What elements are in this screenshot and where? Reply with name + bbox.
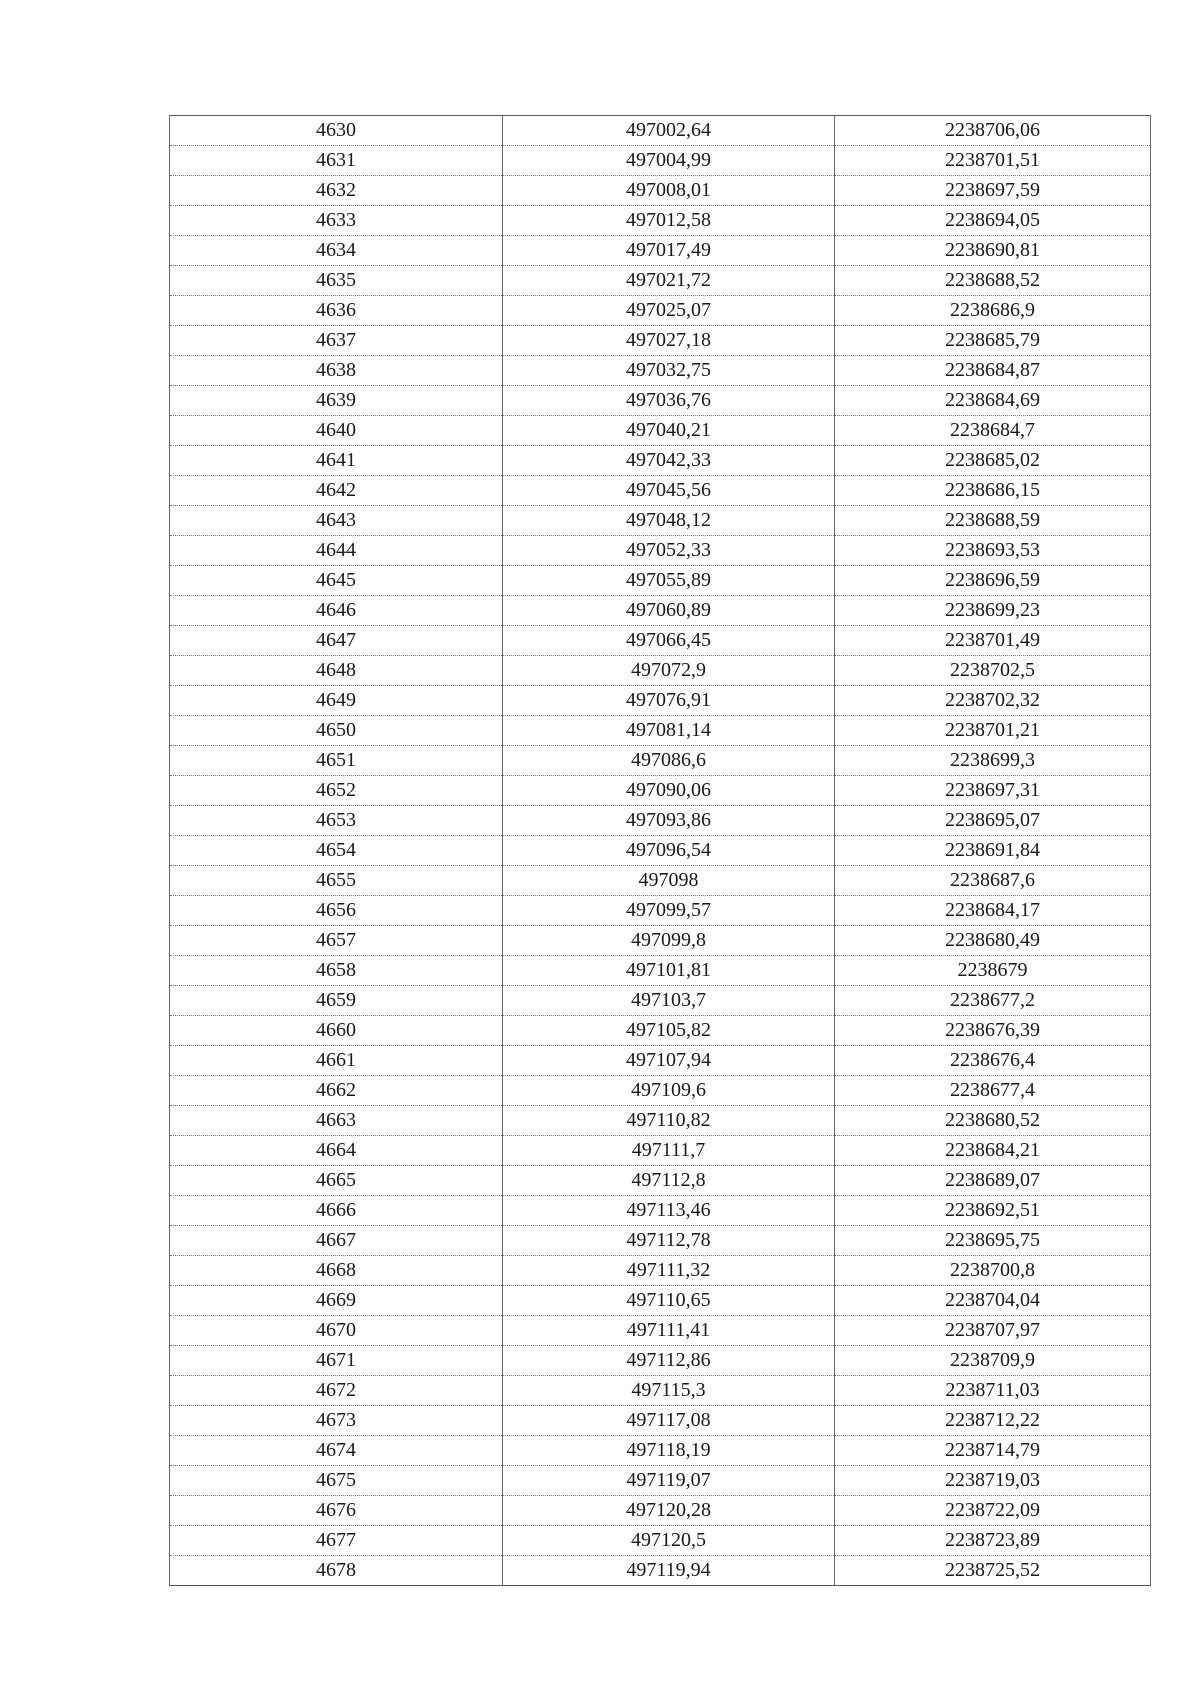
table-row <box>170 1136 1151 1166</box>
coordinates-table <box>169 115 1151 1586</box>
x-coordinate-cell: 497111,32 <box>503 1256 835 1286</box>
table-row <box>170 926 1151 956</box>
y-coordinate-cell: 2238676,4 <box>835 1046 1151 1076</box>
x-coordinate-cell: 497076,91 <box>503 686 835 716</box>
table-row <box>170 1406 1151 1436</box>
table-row <box>170 1436 1151 1466</box>
table-row <box>170 356 1151 386</box>
y-coordinate-cell: 2238684,21 <box>835 1136 1151 1166</box>
x-coordinate-cell: 497119,94 <box>503 1556 835 1586</box>
x-coordinate-cell: 497120,28 <box>503 1496 835 1526</box>
table-row <box>170 986 1151 1016</box>
point-number-cell: 4642 <box>170 476 503 506</box>
x-coordinate-cell: 497004,99 <box>503 146 835 176</box>
point-number-cell: 4661 <box>170 1046 503 1076</box>
y-coordinate-cell: 2238679 <box>835 956 1151 986</box>
point-number-cell: 4672 <box>170 1376 503 1406</box>
y-coordinate-cell: 2238687,6 <box>835 866 1151 896</box>
point-number-cell: 4676 <box>170 1496 503 1526</box>
table-row <box>170 1196 1151 1226</box>
point-number-cell: 4669 <box>170 1286 503 1316</box>
y-coordinate-cell: 2238725,52 <box>835 1556 1151 1586</box>
y-coordinate-cell: 2238695,07 <box>835 806 1151 836</box>
point-number-cell: 4673 <box>170 1406 503 1436</box>
point-number-cell: 4636 <box>170 296 503 326</box>
point-number-cell: 4648 <box>170 656 503 686</box>
x-coordinate-cell: 497096,54 <box>503 836 835 866</box>
table-row <box>170 116 1151 146</box>
x-coordinate-cell: 497060,89 <box>503 596 835 626</box>
x-coordinate-cell: 497036,76 <box>503 386 835 416</box>
x-coordinate-cell: 497110,65 <box>503 1286 835 1316</box>
x-coordinate-cell: 497086,6 <box>503 746 835 776</box>
y-coordinate-cell: 2238688,59 <box>835 506 1151 536</box>
x-coordinate-cell: 497117,08 <box>503 1406 835 1436</box>
x-coordinate-cell: 497110,82 <box>503 1106 835 1136</box>
y-coordinate-cell: 2238696,59 <box>835 566 1151 596</box>
y-coordinate-cell: 2238680,52 <box>835 1106 1151 1136</box>
x-coordinate-cell: 497119,07 <box>503 1466 835 1496</box>
x-coordinate-cell: 497093,86 <box>503 806 835 836</box>
y-coordinate-cell: 2238685,79 <box>835 326 1151 356</box>
point-number-cell: 4631 <box>170 146 503 176</box>
point-number-cell: 4641 <box>170 446 503 476</box>
y-coordinate-cell: 2238699,3 <box>835 746 1151 776</box>
table-row <box>170 446 1151 476</box>
y-coordinate-cell: 2238702,5 <box>835 656 1151 686</box>
point-number-cell: 4640 <box>170 416 503 446</box>
x-coordinate-cell: 497040,21 <box>503 416 835 446</box>
point-number-cell: 4663 <box>170 1106 503 1136</box>
y-coordinate-cell: 2238700,8 <box>835 1256 1151 1286</box>
point-number-cell: 4652 <box>170 776 503 806</box>
y-coordinate-cell: 2238701,49 <box>835 626 1151 656</box>
x-coordinate-cell: 497120,5 <box>503 1526 835 1556</box>
y-coordinate-cell: 2238709,9 <box>835 1346 1151 1376</box>
x-coordinate-cell: 497101,81 <box>503 956 835 986</box>
y-coordinate-cell: 2238677,4 <box>835 1076 1151 1106</box>
point-number-cell: 4668 <box>170 1256 503 1286</box>
table-row <box>170 596 1151 626</box>
point-number-cell: 4638 <box>170 356 503 386</box>
table-row <box>170 236 1151 266</box>
x-coordinate-cell: 497111,41 <box>503 1316 835 1346</box>
y-coordinate-cell: 2238684,69 <box>835 386 1151 416</box>
x-coordinate-cell: 497098 <box>503 866 835 896</box>
table-row <box>170 1046 1151 1076</box>
point-number-cell: 4674 <box>170 1436 503 1466</box>
point-number-cell: 4654 <box>170 836 503 866</box>
y-coordinate-cell: 2238701,51 <box>835 146 1151 176</box>
point-number-cell: 4659 <box>170 986 503 1016</box>
x-coordinate-cell: 497027,18 <box>503 326 835 356</box>
point-number-cell: 4678 <box>170 1556 503 1586</box>
table-row <box>170 296 1151 326</box>
x-coordinate-cell: 497099,57 <box>503 896 835 926</box>
x-coordinate-cell: 497002,64 <box>503 116 835 146</box>
point-number-cell: 4675 <box>170 1466 503 1496</box>
table-row <box>170 416 1151 446</box>
x-coordinate-cell: 497032,75 <box>503 356 835 386</box>
y-coordinate-cell: 2238722,09 <box>835 1496 1151 1526</box>
point-number-cell: 4643 <box>170 506 503 536</box>
x-coordinate-cell: 497109,6 <box>503 1076 835 1106</box>
x-coordinate-cell: 497072,9 <box>503 656 835 686</box>
x-coordinate-cell: 497099,8 <box>503 926 835 956</box>
table-row <box>170 1556 1151 1586</box>
table-row <box>170 536 1151 566</box>
y-coordinate-cell: 2238690,81 <box>835 236 1151 266</box>
y-coordinate-cell: 2238719,03 <box>835 1466 1151 1496</box>
x-coordinate-cell: 497105,82 <box>503 1016 835 1046</box>
table-row <box>170 656 1151 686</box>
table-row <box>170 626 1151 656</box>
point-number-cell: 4649 <box>170 686 503 716</box>
table-row <box>170 1496 1151 1526</box>
x-coordinate-cell: 497012,58 <box>503 206 835 236</box>
table-row <box>170 206 1151 236</box>
table-row <box>170 956 1151 986</box>
y-coordinate-cell: 2238694,05 <box>835 206 1151 236</box>
point-number-cell: 4664 <box>170 1136 503 1166</box>
x-coordinate-cell: 497118,19 <box>503 1436 835 1466</box>
x-coordinate-cell: 497112,78 <box>503 1226 835 1256</box>
point-number-cell: 4657 <box>170 926 503 956</box>
y-coordinate-cell: 2238699,23 <box>835 596 1151 626</box>
point-number-cell: 4655 <box>170 866 503 896</box>
point-number-cell: 4653 <box>170 806 503 836</box>
x-coordinate-cell: 497107,94 <box>503 1046 835 1076</box>
table-row <box>170 1106 1151 1136</box>
y-coordinate-cell: 2238706,06 <box>835 116 1151 146</box>
y-coordinate-cell: 2238704,04 <box>835 1286 1151 1316</box>
table-row <box>170 176 1151 206</box>
y-coordinate-cell: 2238702,32 <box>835 686 1151 716</box>
y-coordinate-cell: 2238684,17 <box>835 896 1151 926</box>
y-coordinate-cell: 2238723,89 <box>835 1526 1151 1556</box>
point-number-cell: 4633 <box>170 206 503 236</box>
table-row <box>170 866 1151 896</box>
x-coordinate-cell: 497090,06 <box>503 776 835 806</box>
table-row <box>170 806 1151 836</box>
table-row <box>170 146 1151 176</box>
y-coordinate-cell: 2238686,9 <box>835 296 1151 326</box>
x-coordinate-cell: 497045,56 <box>503 476 835 506</box>
table-row <box>170 266 1151 296</box>
point-number-cell: 4635 <box>170 266 503 296</box>
point-number-cell: 4666 <box>170 1196 503 1226</box>
point-number-cell: 4646 <box>170 596 503 626</box>
y-coordinate-cell: 2238684,7 <box>835 416 1151 446</box>
y-coordinate-cell: 2238701,21 <box>835 716 1151 746</box>
point-number-cell: 4645 <box>170 566 503 596</box>
x-coordinate-cell: 497115,3 <box>503 1376 835 1406</box>
point-number-cell: 4656 <box>170 896 503 926</box>
table-row <box>170 1376 1151 1406</box>
y-coordinate-cell: 2238695,75 <box>835 1226 1151 1256</box>
y-coordinate-cell: 2238697,59 <box>835 176 1151 206</box>
x-coordinate-cell: 497017,49 <box>503 236 835 266</box>
table-row <box>170 746 1151 776</box>
table-row <box>170 836 1151 866</box>
point-number-cell: 4651 <box>170 746 503 776</box>
table-row <box>170 566 1151 596</box>
table-row <box>170 1316 1151 1346</box>
y-coordinate-cell: 2238693,53 <box>835 536 1151 566</box>
table-row <box>170 386 1151 416</box>
table-row <box>170 506 1151 536</box>
point-number-cell: 4647 <box>170 626 503 656</box>
y-coordinate-cell: 2238676,39 <box>835 1016 1151 1046</box>
x-coordinate-cell: 497066,45 <box>503 626 835 656</box>
x-coordinate-cell: 497112,86 <box>503 1346 835 1376</box>
x-coordinate-cell: 497111,7 <box>503 1136 835 1166</box>
point-number-cell: 4658 <box>170 956 503 986</box>
table-row <box>170 1256 1151 1286</box>
x-coordinate-cell: 497052,33 <box>503 536 835 566</box>
table-row <box>170 1166 1151 1196</box>
point-number-cell: 4660 <box>170 1016 503 1046</box>
point-number-cell: 4671 <box>170 1346 503 1376</box>
y-coordinate-cell: 2238685,02 <box>835 446 1151 476</box>
y-coordinate-cell: 2238711,03 <box>835 1376 1151 1406</box>
y-coordinate-cell: 2238677,2 <box>835 986 1151 1016</box>
point-number-cell: 4639 <box>170 386 503 416</box>
point-number-cell: 4670 <box>170 1316 503 1346</box>
table-row <box>170 1466 1151 1496</box>
point-number-cell: 4667 <box>170 1226 503 1256</box>
table-row <box>170 1016 1151 1046</box>
x-coordinate-cell: 497113,46 <box>503 1196 835 1226</box>
table-row <box>170 776 1151 806</box>
y-coordinate-cell: 2238691,84 <box>835 836 1151 866</box>
y-coordinate-cell: 2238697,31 <box>835 776 1151 806</box>
table-row <box>170 1346 1151 1376</box>
x-coordinate-cell: 497025,07 <box>503 296 835 326</box>
y-coordinate-cell: 2238688,52 <box>835 266 1151 296</box>
point-number-cell: 4634 <box>170 236 503 266</box>
table-row <box>170 686 1151 716</box>
x-coordinate-cell: 497042,33 <box>503 446 835 476</box>
table-row <box>170 326 1151 356</box>
y-coordinate-cell: 2238707,97 <box>835 1316 1151 1346</box>
y-coordinate-cell: 2238692,51 <box>835 1196 1151 1226</box>
point-number-cell: 4632 <box>170 176 503 206</box>
y-coordinate-cell: 2238714,79 <box>835 1436 1151 1466</box>
y-coordinate-cell: 2238684,87 <box>835 356 1151 386</box>
table-row <box>170 896 1151 926</box>
y-coordinate-cell: 2238686,15 <box>835 476 1151 506</box>
x-coordinate-cell: 497103,7 <box>503 986 835 1016</box>
point-number-cell: 4662 <box>170 1076 503 1106</box>
x-coordinate-cell: 497048,12 <box>503 506 835 536</box>
y-coordinate-cell: 2238689,07 <box>835 1166 1151 1196</box>
point-number-cell: 4630 <box>170 116 503 146</box>
x-coordinate-cell: 497112,8 <box>503 1166 835 1196</box>
table-row <box>170 716 1151 746</box>
table-row <box>170 1286 1151 1316</box>
x-coordinate-cell: 497081,14 <box>503 716 835 746</box>
table-row <box>170 1526 1151 1556</box>
coordinates-table-body <box>170 116 1151 1586</box>
point-number-cell: 4665 <box>170 1166 503 1196</box>
y-coordinate-cell: 2238712,22 <box>835 1406 1151 1436</box>
table-row <box>170 1076 1151 1106</box>
table-row <box>170 476 1151 506</box>
y-coordinate-cell: 2238680,49 <box>835 926 1151 956</box>
point-number-cell: 4650 <box>170 716 503 746</box>
x-coordinate-cell: 497008,01 <box>503 176 835 206</box>
x-coordinate-cell: 497055,89 <box>503 566 835 596</box>
point-number-cell: 4677 <box>170 1526 503 1556</box>
point-number-cell: 4637 <box>170 326 503 356</box>
table-row <box>170 1226 1151 1256</box>
x-coordinate-cell: 497021,72 <box>503 266 835 296</box>
point-number-cell: 4644 <box>170 536 503 566</box>
